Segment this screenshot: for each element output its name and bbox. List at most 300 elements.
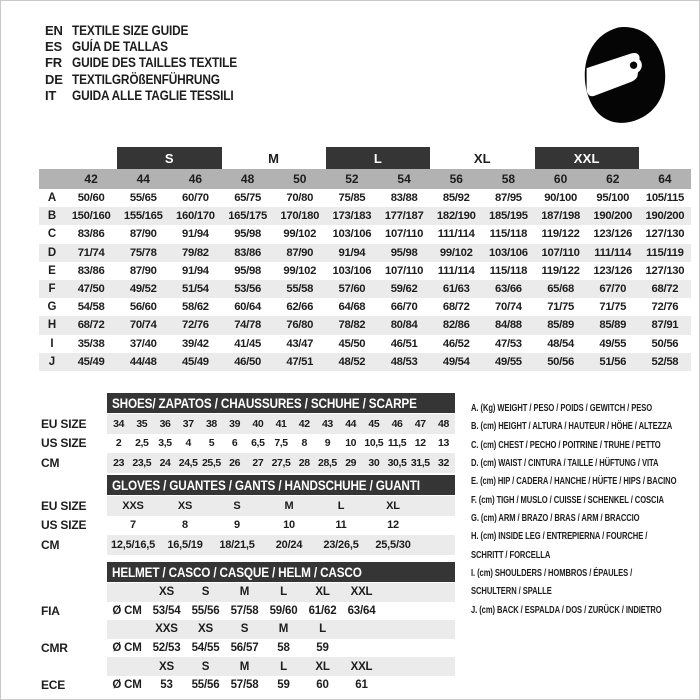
size-header-cell: 60 <box>553 172 568 186</box>
legend-item-a <box>471 400 697 418</box>
helmet-size-cell: M <box>278 623 289 636</box>
value-cell: S <box>233 499 241 512</box>
size-band-s: S <box>117 147 221 169</box>
legend-line: I. (cm) SHOULDERS / HOMBROS / ÉPAULES / <box>471 568 633 580</box>
row-letter: G <box>47 301 57 314</box>
legend-line: B. (cm) HEIGHT / ALTURA / HAUTEUR / HÖHE / ALTEZZA <box>471 421 673 433</box>
measure-cell: 91/94 <box>182 228 209 241</box>
language-title: TEXTILE SIZE GUIDE <box>72 22 189 38</box>
helmet-row-fia <box>41 602 479 621</box>
helmet-icon-svg <box>577 23 669 129</box>
row-letter: A <box>47 192 57 205</box>
value-cell: 10 <box>345 437 357 450</box>
measure-cell: 79/82 <box>182 246 209 259</box>
measure-cell: 53/56 <box>234 283 261 296</box>
value-cell: 9 <box>324 437 331 450</box>
value-cell: 25,5/30 <box>375 538 411 551</box>
measure-cell: 119/122 <box>541 228 580 241</box>
row-letter: H <box>47 319 57 332</box>
measure-cell: 70/74 <box>129 319 157 332</box>
measure-cell: 84/88 <box>495 319 522 332</box>
textile-size-table <box>39 147 691 371</box>
measure-cell: 119/122 <box>541 264 580 277</box>
value-cell: 5 <box>208 437 215 450</box>
measure-cell: 52/58 <box>651 355 679 368</box>
helmet-size-cell: L <box>280 660 287 673</box>
measure-cell: 185/195 <box>489 210 528 223</box>
measure-cell: 55/65 <box>129 192 157 205</box>
legend-line: G. (cm) ARM / BRAZO / BRAS / ARM / BRACCIO <box>471 513 640 525</box>
size-header-cell: 58 <box>501 172 516 186</box>
language-title: GUIDA ALLE TAGLIE TESSILI <box>72 88 234 104</box>
measure-cell: 123/126 <box>593 228 633 241</box>
measure-cell: 48/53 <box>390 355 418 368</box>
helmet-value-cell: 57/58 <box>230 604 259 617</box>
size-band-row <box>39 147 691 169</box>
helmet-row-sizes-4 <box>41 657 479 676</box>
measure-cell: 39/42 <box>182 337 209 350</box>
row-letter: I <box>50 337 54 350</box>
gloves-title-text: GLOVES / GUANTES / GANTS / HANDSCHUHE / GUANTI <box>112 477 420 493</box>
measure-cell: 71/74 <box>77 246 105 259</box>
measure-cell: 56/60 <box>129 301 157 314</box>
measure-cell: 115/118 <box>489 264 528 277</box>
legend-item-b <box>471 418 697 436</box>
value-cell: 26 <box>229 456 241 469</box>
row-cells <box>107 583 455 602</box>
measure-cell: 61/63 <box>442 283 470 296</box>
helmet-icon <box>577 23 669 129</box>
size-header-cell: 46 <box>188 172 203 186</box>
measure-cell: 165/175 <box>228 210 267 223</box>
value-cell: 6,5 <box>251 437 265 450</box>
language-code: DE <box>45 71 63 87</box>
measure-cell: 71/75 <box>599 301 627 314</box>
measure-cell: 49/55 <box>599 337 627 350</box>
language-title: GUIDE DES TAILLES TEXTILE <box>72 55 238 71</box>
language-title: GUÍA DE TALLAS <box>72 39 168 55</box>
value-cell: 47 <box>414 417 426 430</box>
measure-cell: 187/198 <box>541 210 580 223</box>
measure-cell: 68/72 <box>651 283 679 296</box>
value-cell: XXS <box>122 499 144 512</box>
size-header-cell: 50 <box>293 172 307 186</box>
measure-cell: 50/60 <box>77 192 105 205</box>
value-cell: 29 <box>345 456 357 469</box>
measure-cell: 60/64 <box>234 301 261 314</box>
helmet-size-cell: L <box>280 586 287 599</box>
helmet-value-cell: 61/62 <box>308 604 337 617</box>
value-cell: 28,5 <box>318 456 337 469</box>
measure-cell: 99/102 <box>283 228 317 241</box>
value-cell: 10,5 <box>364 437 384 450</box>
value-cell: 38 <box>205 417 217 430</box>
helmet-value-cell: 53 <box>160 679 173 692</box>
measure-cell: 49/52 <box>129 283 157 296</box>
gloves-row-eu-size <box>41 496 479 516</box>
measure-cell: 72/76 <box>182 319 209 332</box>
empty-label <box>41 620 107 639</box>
measure-cell: 190/200 <box>593 210 633 223</box>
row-letter: C <box>47 228 57 241</box>
helmet-value-cell: 58 <box>277 642 290 655</box>
measure-cell: 111/114 <box>437 228 475 241</box>
measure-cell: 47/51 <box>286 355 314 368</box>
row-cells <box>107 516 455 536</box>
size-header-cell: 62 <box>606 172 620 186</box>
measure-cell: 87/90 <box>286 246 314 259</box>
helmet-size-table <box>41 562 479 695</box>
language-row <box>45 55 260 71</box>
measure-cell: 115/119 <box>646 246 684 259</box>
helmet-value-cell: 52/53 <box>152 642 181 655</box>
measure-cell: 87/91 <box>651 319 679 332</box>
size-header-cell: 56 <box>449 172 463 186</box>
measure-cell: 46/51 <box>390 337 418 350</box>
measure-row-a <box>39 189 691 207</box>
row-letter: F <box>48 283 56 296</box>
legend-line: SCHRITT / FORCELLA <box>471 549 551 561</box>
value-cell: 20/24 <box>275 538 303 551</box>
measure-cell: 68/72 <box>442 301 470 314</box>
measure-cell: 45/50 <box>338 337 366 350</box>
row-cells <box>107 676 455 695</box>
shoes-row-eu-size <box>41 414 479 434</box>
shoes-size-table <box>41 393 479 473</box>
helmet-row-cmr <box>41 639 479 658</box>
gloves-title-bar <box>107 475 455 495</box>
row-cells <box>107 639 455 658</box>
legend-line: D. (cm) WAIST / CINTURA / TAILLE / HÜFTUNG / VITA <box>471 458 659 470</box>
measurement-legend <box>471 400 697 620</box>
measure-cell: 41/45 <box>234 337 261 350</box>
measure-cell: 48/52 <box>338 355 366 368</box>
value-cell: 13 <box>438 437 449 450</box>
helmet-value-cell: 60 <box>316 679 329 692</box>
measure-cell: 123/126 <box>593 264 633 277</box>
value-cell: 7,5 <box>274 437 288 450</box>
measure-row-d <box>39 244 691 262</box>
row-cells <box>107 414 455 434</box>
size-band-xxl: XXL <box>535 147 639 169</box>
value-cell: 10 <box>283 519 295 532</box>
measure-cell: 95/98 <box>234 228 261 241</box>
row-letter: E <box>48 264 56 277</box>
helmet-size-cell: XXS <box>155 623 178 636</box>
org-label: ECE <box>41 678 66 693</box>
value-cell: 27 <box>252 456 264 469</box>
shoes-row-us-size <box>41 434 479 454</box>
row-letter: B <box>47 210 57 223</box>
org-label: FIA <box>41 603 60 618</box>
measure-cell: 37/40 <box>129 337 157 350</box>
row-label: US SIZE <box>41 436 87 451</box>
measure-cell: 47/50 <box>77 283 105 296</box>
language-row <box>45 88 260 104</box>
measure-row-c <box>39 225 691 243</box>
legend-line: A. (Kg) WEIGHT / PESO / POIDS / GEWITCH / PESO <box>471 403 653 414</box>
measure-cell: 150/160 <box>71 210 111 223</box>
row-label: US SIZE <box>41 518 87 533</box>
size-header-cell: 52 <box>345 172 359 186</box>
value-cell: 2 <box>115 437 122 450</box>
legend-line: J. (cm) BACK / ESPALDA / DOS / ZURÜCK / INDIETRO <box>471 604 662 616</box>
value-cell: 4 <box>185 437 191 450</box>
row-letter: J <box>48 355 56 368</box>
value-cell: 9 <box>234 519 240 532</box>
row-cells <box>107 453 455 473</box>
legend-item-e <box>471 473 697 491</box>
measure-cell: 48/54 <box>547 337 574 350</box>
measure-cell: 83/86 <box>234 246 261 259</box>
helmet-value-cell: 54/55 <box>191 642 220 655</box>
size-band-m: M <box>268 150 280 166</box>
row-cells <box>107 620 455 639</box>
gloves-size-table <box>41 475 479 555</box>
value-cell: XL <box>386 499 400 512</box>
measure-cell: 55/58 <box>286 283 314 296</box>
row-cells <box>107 535 455 555</box>
legend-item-g <box>471 510 697 528</box>
measure-cell: 111/114 <box>437 264 475 277</box>
measure-cell: 115/118 <box>489 228 528 241</box>
size-band-l: L <box>326 147 430 169</box>
measure-cell: 68/72 <box>77 319 105 332</box>
value-cell: 6 <box>231 437 238 450</box>
helmet-size-cell: XS <box>159 660 174 673</box>
value-cell: 43 <box>321 417 333 430</box>
measure-cell: 35/38 <box>77 337 105 350</box>
row-label: CM <box>41 455 60 470</box>
measure-cell: 111/114 <box>594 246 632 259</box>
value-cell: 31,5 <box>410 456 430 469</box>
measure-row-h <box>39 316 691 334</box>
measure-cell: 70/74 <box>495 301 522 314</box>
value-cell: 23 <box>113 456 125 469</box>
measure-cell: 103/106 <box>489 246 528 259</box>
value-cell: 46 <box>391 417 403 430</box>
measure-cell: 50/56 <box>547 355 574 368</box>
row-cells <box>107 434 455 454</box>
shoes-title-text: SHOES/ ZAPATOS / CHAUSSURES / SCHUHE / SCARPE <box>112 395 417 411</box>
helmet-size-cell: S <box>201 586 210 599</box>
value-cell: XS <box>177 499 193 512</box>
value-cell: 42 <box>298 417 310 430</box>
helmet-size-cell: L <box>319 623 326 636</box>
helmet-size-cell: S <box>240 623 249 636</box>
legend-line: E. (cm) HIP / CADERA / HANCHE / HÜFTE / HIPS / BACINO <box>471 476 677 488</box>
value-cell: 44 <box>345 417 357 430</box>
measure-cell: 173/183 <box>332 210 372 223</box>
value-cell: 40 <box>252 417 264 430</box>
value-cell: 23,5 <box>132 456 152 469</box>
measure-cell: 45/49 <box>77 355 105 368</box>
measure-cell: 82/86 <box>442 319 470 332</box>
measure-cell: 91/94 <box>182 264 209 277</box>
measure-row-g <box>39 298 691 316</box>
value-cell: 24 <box>159 456 171 469</box>
measure-cell: 107/110 <box>385 264 424 277</box>
measure-cell: 65/68 <box>547 283 574 296</box>
legend-item-h <box>471 528 697 565</box>
measure-cell: 66/70 <box>390 301 418 314</box>
value-cell: 37 <box>182 417 194 430</box>
helmet-title-text: HELMET / CASCO / CASQUE / HELM / CASCO <box>112 564 362 580</box>
legend-item-i <box>471 565 697 602</box>
measure-cell: 49/55 <box>495 355 522 368</box>
measure-cell: 90/100 <box>544 192 577 205</box>
legend-item-c <box>471 437 697 455</box>
value-cell: 41 <box>275 417 287 430</box>
measure-cell: 74/78 <box>234 319 261 332</box>
measure-cell: 72/76 <box>651 301 679 314</box>
measure-cell: 95/98 <box>390 246 418 259</box>
value-cell: 12 <box>387 519 399 532</box>
row-cells <box>107 496 455 516</box>
measure-cell: 71/75 <box>547 301 574 314</box>
helmet-row-sizes-0 <box>41 583 479 602</box>
value-cell: 3,5 <box>158 437 172 450</box>
measure-cell: 85/89 <box>547 319 574 332</box>
helmet-size-cell: XXL <box>350 660 373 673</box>
value-cell: 11,5 <box>387 437 407 450</box>
empty-label <box>41 583 107 602</box>
measure-cell: 51/56 <box>599 355 627 368</box>
measure-cell: 190/200 <box>645 210 685 223</box>
helmet-value-cell: 56/57 <box>230 642 259 655</box>
size-header-cell: 42 <box>84 172 98 186</box>
measure-cell: 155/165 <box>123 210 163 223</box>
helmet-size-cell: XS <box>198 623 213 636</box>
helmet-size-cell: XS <box>159 586 174 599</box>
value-cell: 2,5 <box>135 437 149 450</box>
helmet-size-cell: XXL <box>350 586 373 599</box>
helmet-value-cell: 55/56 <box>191 604 220 617</box>
measure-cell: 59/62 <box>390 283 418 296</box>
measure-row-j <box>39 353 691 371</box>
value-cell: 23/26,5 <box>323 538 359 551</box>
helmet-value-cell: 55/56 <box>191 679 220 692</box>
measure-cell: 46/50 <box>234 355 261 368</box>
value-cell: 39 <box>229 417 241 430</box>
measure-cell: 160/170 <box>176 210 215 223</box>
value-cell: 16,5/19 <box>167 538 203 551</box>
measure-cell: 107/110 <box>385 228 424 241</box>
empty-label <box>41 657 107 676</box>
measure-cell: 105/115 <box>645 192 684 205</box>
diameter-unit: Ø CM <box>112 604 142 617</box>
measure-cell: 103/106 <box>332 264 372 277</box>
legend-item-f <box>471 492 697 510</box>
measure-cell: 85/92 <box>442 192 470 205</box>
measure-cell: 43/47 <box>286 337 314 350</box>
measure-cell: 64/68 <box>338 301 366 314</box>
numeric-size-row <box>39 169 691 189</box>
legend-line: H. (cm) INSIDE LEG / ENTREPIERNA / FOURCHE / <box>471 531 648 543</box>
measure-cell: 85/89 <box>599 319 627 332</box>
measure-cell: 99/102 <box>439 246 473 259</box>
helmet-value-cell: 59 <box>277 679 290 692</box>
diameter-unit: Ø CM <box>112 642 142 655</box>
measure-cell: 57/60 <box>338 283 366 296</box>
measure-cell: 182/190 <box>436 210 476 223</box>
measure-cell: 49/54 <box>442 355 470 368</box>
measure-cell: 46/52 <box>442 337 470 350</box>
value-cell: M <box>284 499 294 512</box>
helmet-value-cell: 59/60 <box>269 604 298 617</box>
measure-cell: 58/62 <box>182 301 209 314</box>
measure-cell: 87/90 <box>129 264 157 277</box>
gloves-row-cm <box>41 535 479 555</box>
helmet-value-cell: 59 <box>316 642 329 655</box>
language-title: TEXTILGRÖßENFÜHRUNG <box>72 71 220 87</box>
language-row <box>45 38 260 54</box>
value-cell: 32 <box>438 456 449 469</box>
measure-cell: 65/75 <box>234 192 261 205</box>
language-code: FR <box>45 55 62 71</box>
measure-cell: 51/54 <box>182 283 209 296</box>
value-cell: 12,5/16,5 <box>110 538 156 551</box>
measure-cell: 127/130 <box>645 228 685 241</box>
helmet-value-cell: 63/64 <box>347 604 376 617</box>
measure-cell: 75/85 <box>338 192 366 205</box>
size-band-xl: XL <box>473 150 491 166</box>
org-label: CMR <box>41 641 68 656</box>
measure-cell: 95/100 <box>596 192 630 205</box>
measure-cell: 67/70 <box>599 283 627 296</box>
helmet-size-cell: M <box>239 660 250 673</box>
value-cell: 34 <box>113 417 125 430</box>
legend-item-d <box>471 455 697 473</box>
helmet-row-ece <box>41 676 479 695</box>
row-cells <box>107 657 455 676</box>
row-label: EU SIZE <box>41 416 87 431</box>
size-header-cell: 44 <box>136 172 150 186</box>
measure-row-i <box>39 335 691 353</box>
helmet-value-cell: 57/58 <box>230 679 259 692</box>
size-header-cell: 54 <box>397 172 411 186</box>
language-code: ES <box>45 39 62 55</box>
size-header-cell: 48 <box>240 172 255 186</box>
row-cells <box>107 602 455 621</box>
value-cell: 18/21,5 <box>219 538 255 551</box>
language-code: IT <box>45 88 57 104</box>
measure-cell: 63/66 <box>495 283 522 296</box>
value-cell: 25,5 <box>201 456 221 469</box>
helmet-row-sizes-2 <box>41 620 479 639</box>
value-cell: 11 <box>335 519 347 532</box>
measure-cell: 127/130 <box>645 264 685 277</box>
helmet-size-cell: XL <box>315 586 330 599</box>
measure-cell: 62/66 <box>286 301 314 314</box>
measure-cell: 76/80 <box>286 319 314 332</box>
value-cell: 35 <box>136 417 148 430</box>
measure-cell: 78/82 <box>338 319 366 332</box>
helmet-value-cell: 61 <box>355 679 368 692</box>
measure-cell: 44/48 <box>129 355 157 368</box>
measure-cell: 83/86 <box>77 228 105 241</box>
helmet-size-cell: M <box>239 586 250 599</box>
measure-cell: 177/187 <box>384 210 424 223</box>
measure-cell: 54/58 <box>77 301 105 314</box>
legend-line: SCHULTERN / SPALLE <box>471 586 552 598</box>
measure-cell: 75/78 <box>129 246 157 259</box>
legend-line: C. (cm) CHEST / PECHO / POITRINE / TRUHE / PETTO <box>471 439 661 451</box>
value-cell: 45 <box>368 417 380 430</box>
legend-item-j <box>471 602 697 620</box>
row-letter: D <box>47 246 57 259</box>
size-header-cell: 64 <box>658 172 672 186</box>
